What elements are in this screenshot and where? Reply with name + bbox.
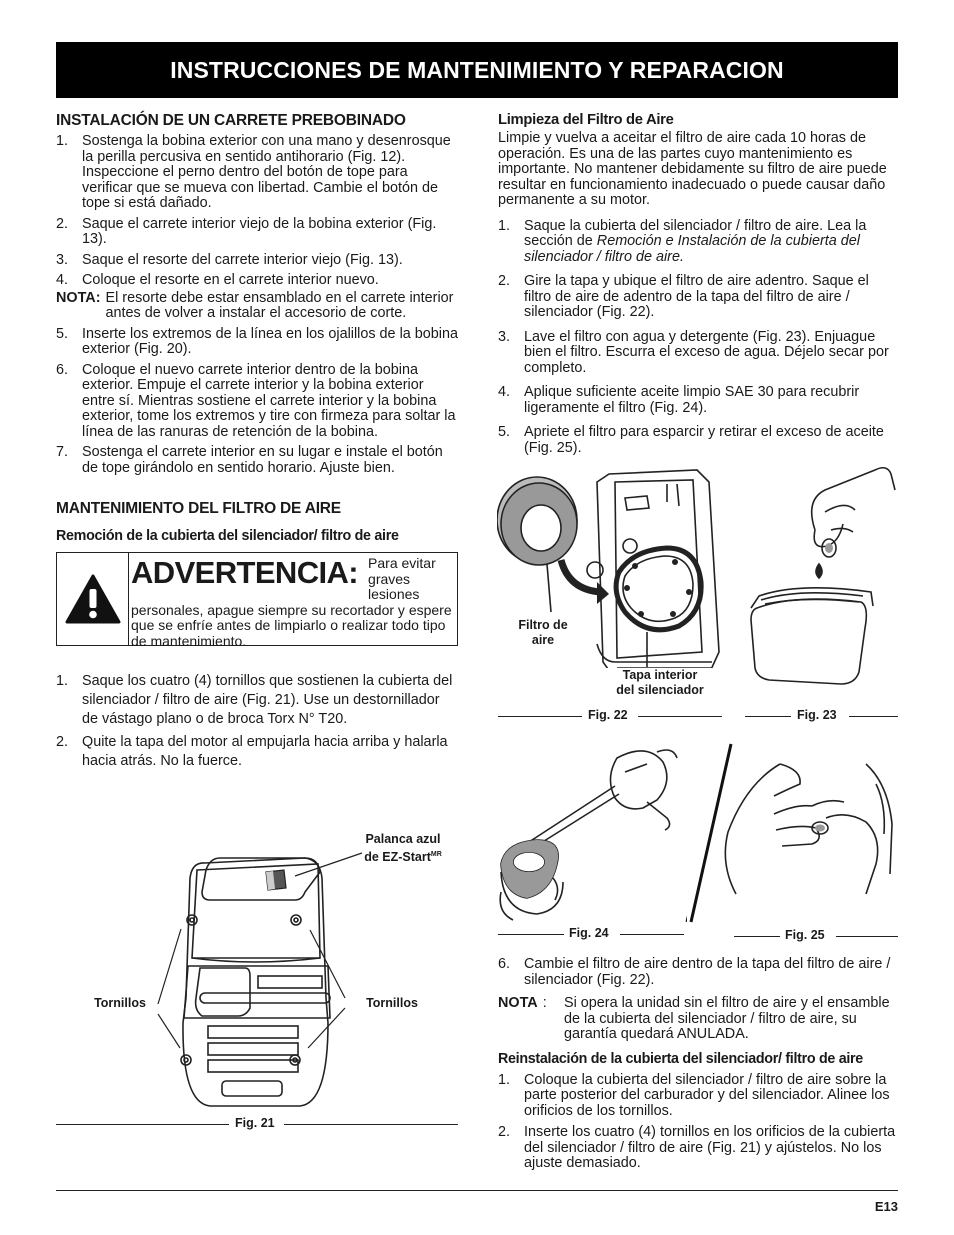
reinstall-steps	[498, 1073, 898, 1172]
list-item: 6. Coloque el nuevo carrete interior dentro de la bobina exterior. Empuje el carrete interior y la bobina exterior entre sí. Mientras sostiene el carrete interior y la bobina exterior, tome los extremos y tire con firmeza para soltar la línea de las ranuras de retención de la bobina.	[56, 361, 456, 440]
page-number: E13	[874, 1199, 898, 1214]
fig21-screws-right-label: Tornillos	[366, 996, 418, 1010]
list-item: 4. Aplique suficiente aceite limpio SAE 30 para recubrir ligeramente el filtro (Fig. 24).	[498, 384, 860, 416]
list-item: 4. Coloque el resorte en el carrete interior nuevo.	[56, 272, 379, 288]
fig24-caption-rule-left	[498, 934, 564, 935]
section-title-air-filter: MANTENIMIENTO DEL FILTRO DE AIRE	[56, 500, 341, 517]
fig24-oiling-filter-illustration	[497, 742, 687, 922]
fig21-caption: Fig. 21	[235, 1116, 275, 1130]
page-header	[56, 42, 898, 98]
note	[56, 291, 458, 322]
list-item: 1. Saque la cubierta del silenciador / filtro de aire. Lea la sección de Remoción e Instalación de la cubierta del silenciador / filtro de aire.	[498, 217, 867, 265]
warning-box	[56, 552, 458, 649]
fig22-caption: Fig. 22	[588, 708, 628, 722]
fig25-caption: Fig. 25	[785, 928, 825, 942]
list-item: 1. Coloque la cubierta del silenciador / filtro de aire sobre la parte posterior del carburador y del silenciador. Alinee los orificios de los tornillos.	[498, 1071, 890, 1119]
filter-reinstall-step	[498, 957, 898, 988]
warning-body	[129, 553, 457, 649]
list-item: 1. Saque los cuatro (4) tornillos que sostienen la cubierta del silenciador / filtro de aire (Fig. 21). Use un destornillador de vástago plano o de broca Torx N° T20.	[56, 673, 453, 727]
list-item: 3. Saque el resorte del carrete interior viejo (Fig. 13).	[56, 251, 403, 268]
list-item: 2. Saque el carrete interior viejo de la bobina exterior (Fig. 13).	[56, 215, 437, 247]
list-item: 2. Quite la tapa del motor al empujarla hacia arriba y halarla hacia atrás. No la fuerce.	[56, 734, 448, 769]
removal-steps	[56, 672, 458, 771]
fig23-caption: Fig. 23	[797, 708, 837, 722]
filter-cleaning-steps	[498, 219, 898, 457]
warning-text: Para evitar graves lesiones personales, apague siempre su recortador y espere que se enfríe antes de limpiarlo o realizar todo tipo de mantenimiento.	[131, 555, 452, 649]
fig24-caption: Fig. 24	[569, 926, 609, 940]
prewound-steps	[56, 134, 458, 289]
subsection-title-reinstall: Reinstalación de la cubierta del silenciador/ filtro de aire	[498, 1050, 863, 1067]
section-title-prewound-spool: INSTALACIÓN DE UN CARRETE PREBOBINADO	[56, 112, 406, 129]
fig22-filter-label: Filtro de aire	[518, 618, 568, 647]
fig25-squeezing-filter-illustration	[716, 744, 898, 926]
right-column	[498, 112, 898, 461]
list-item: 7. Sostenga el carrete interior en su lugar e instale el botón de tope girándolo en sentido horario. Ajuste bien.	[56, 444, 443, 476]
filter-cleaning-intro: Limpie y vuelva a aceitar el filtro de aire cada 10 horas de operación. Es una de las partes cuyo mantenimiento es importante. No mantener debidamente su filtro de aire puede resultar en funcionamiento inadecuado o puede causar daño permanente a su motor.	[498, 130, 887, 208]
list-item: 6. Cambie el filtro de aire dentro de la tapa del filtro de aire / silenciador (Fig. 22).	[498, 956, 891, 988]
fig21-screws-left-label: Tornillos	[94, 996, 146, 1010]
footer-rule	[56, 1190, 898, 1191]
fig22-filter-removal-illustration	[497, 462, 737, 692]
fig25-caption-rule-left	[734, 936, 780, 937]
note-text: El resorte debe estar ensamblado en el carrete interior antes de volver a instalar el accesorio de corte.	[105, 289, 454, 321]
list-item: 2. Inserte los cuatro (4) tornillos en los orificios de la cubierta del silenciador / filtro de aire (Fig. 21) y ajústelos. No los ajuste demasiado.	[498, 1124, 896, 1171]
section-title-filter-cleaning: Limpieza del Filtro de Aire	[498, 112, 674, 128]
fig22-cap-label: Tapa interior del silenciador	[600, 668, 720, 698]
fig21-caption-rule-right	[284, 1124, 458, 1125]
prewound-steps-continued	[56, 327, 458, 477]
note-label: NOTA:	[56, 289, 101, 306]
page-title: INSTRUCCIONES DE MANTENIMIENTO Y REPARACION	[170, 56, 784, 83]
fig23-caption-rule-right	[849, 716, 898, 717]
list-item: 2. Gire la tapa y ubique el filtro de aire adentro. Saque el filtro de aire de adentro de la tapa del filtro de aire / silenciador (Fig. 22).	[498, 273, 869, 320]
warning-triangle-icon	[57, 553, 129, 645]
list-item: 5. Apriete el filtro para esparcir y retirar el exceso de aceite (Fig. 25).	[498, 424, 884, 456]
fig24-caption-rule-right	[620, 934, 684, 935]
left-column	[56, 112, 458, 775]
fig22-caption-rule-left	[498, 716, 582, 717]
fig21-muffler-cover-illustration	[150, 848, 420, 1116]
warranty-note: NOTA : Si opera la unidad sin el filtro de aire y el ensamble de la cubierta del silenciador / filtro de aire, su garantía quedará ANULADA.	[498, 996, 898, 1043]
fig23-washing-filter-illustration	[735, 460, 899, 692]
fig21-lever-label: Palanca azul de EZ-Start$^{MR}$	[364, 832, 442, 865]
warning-title: ADVERTENCIA:	[131, 555, 359, 590]
fig21-caption-rule-left	[56, 1124, 229, 1125]
fig22-caption-rule-right	[638, 716, 722, 717]
right-column-lower	[498, 957, 898, 1177]
warranty-note-label: NOTA	[498, 995, 538, 1011]
list-item: 1. Sostenga la bobina exterior con una mano y desenrosque la perilla percusiva en sentido antihorario (Fig. 12). Inspeccione el perno dentro del botón de tope para verificar que se mueva con libertad. Cambie el botón de tope si está dañado.	[56, 133, 451, 211]
fig23-caption-rule-left	[745, 716, 791, 717]
list-item: 5. Inserte los extremos de la línea en los ojalillos de la bobina exterior (Fig. 20).	[56, 325, 458, 357]
subsection-title-removal: Remoción de la cubierta del silenciador/ filtro de aire	[56, 528, 399, 544]
warranty-note-text: Si opera la unidad sin el filtro de aire y el ensamble de la cubierta del silenciador / filtro de aire, su garantía quedará ANULADA.	[564, 995, 890, 1042]
fig25-caption-rule-right	[836, 936, 898, 937]
list-item: 3. Lave el filtro con agua y detergente (Fig. 23). Enjuague bien el filtro. Escurra el exceso de agua. Déjelo secar por completo.	[498, 328, 889, 376]
